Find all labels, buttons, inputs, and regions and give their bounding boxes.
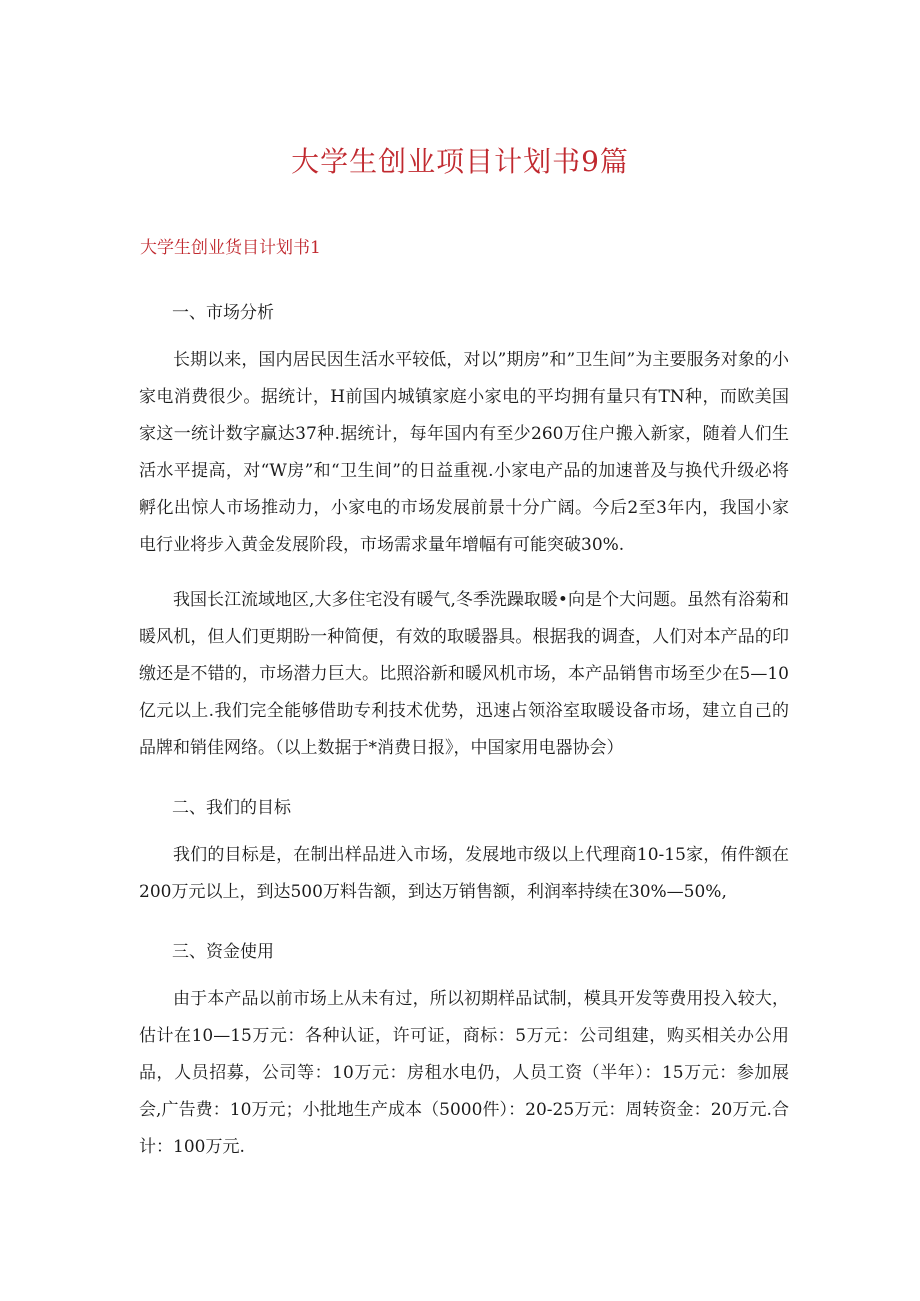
section-fund-usage xyxy=(139,931,789,1166)
section-market-analysis xyxy=(139,292,789,767)
paragraph: 长期以来，国内居民因生活水平较低，对以”期房”和”卫生间”为主要服务对象的小家电消费很少。据统计，H前国内城镇家庭小家电的平均拥有量只有TN种，而欧美国家这一统计数字赢达37种.据统计，每年国内有至少260万住户搬入新家，随着人们生活水平提高，对“W房”和“卫生间”的日益重视.小家电产品的加速普及与换代升级必将孵化出惊人市场推动力，小家电的市场发展前景十分广阔。今后2至3年内，我国小家电行业将步入黄金发展阶段，市场需求量年增幅有可能突破30%. xyxy=(139,350,789,555)
document-title: 大学生创业项目计划书9篇 xyxy=(291,145,629,178)
document-subtitle: 大学生创业货目计划书1 xyxy=(140,238,321,258)
document-body xyxy=(139,292,789,1166)
paragraph: 由于本产品以前市场上从未有过，所以初期样品试制，模具开发等费用投入较大，估计在10—15万元：各种认证，许可证，商标：5万元：公司组建，购买相关办公用品，人员招募，公司等：10万元：房租水电仍，人员工资（半年）：15万元：参加展会,广告费：10万元；小批地生产成本（5000件）：20-25万元：周转资金：20万元.合计：100万元. xyxy=(139,989,789,1157)
section-heading: 一、市场分析 xyxy=(172,303,274,323)
section-heading: 三、资金使用 xyxy=(172,942,274,962)
paragraph: 我国长江流域地区,大多住宅没有暖气,冬季洗躁取暖•向是个大问题。虽然有浴菊和暖风机，但人们更期盼一种简便，有效的取暖器具。根据我的调查，人们对本产品的印缴还是不错的，市场潜力巨大。比照浴新和暖风机市场，本产品销售市场至少在5—10亿元以上.我们完全能够借助专利技术优势，迅速占领浴室取暖设备市场，建立自己的品牌和销佳网络。（以上数据于*消费日报》，中国家用电器协会） xyxy=(139,590,789,758)
paragraph: 我们的目标是，在制出样品进入市场，发展地市级以上代理商10-15家，侑件额在200万元以上，到达500万料告额，到达万销售额，利润率持续在30%—50%, xyxy=(139,845,789,902)
section-our-goals xyxy=(139,787,789,911)
section-heading: 二、我们的目标 xyxy=(172,798,291,818)
